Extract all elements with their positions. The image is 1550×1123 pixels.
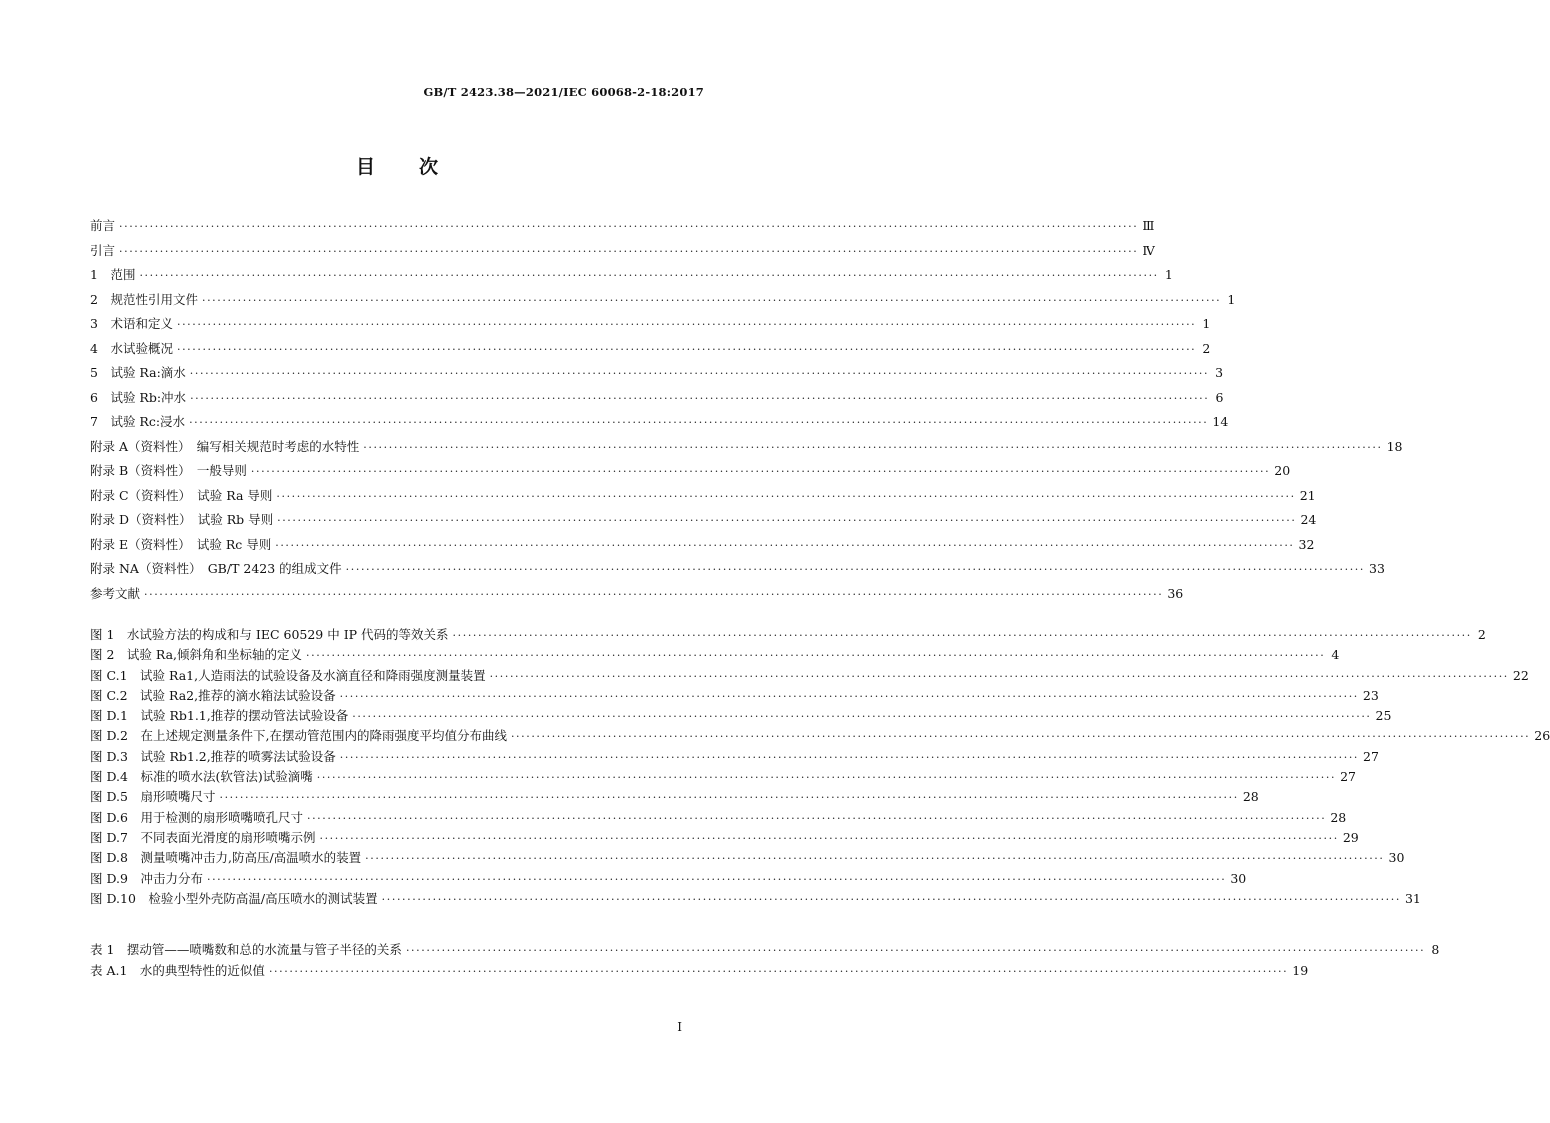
- toc-entry-label: 图 D.4 标准的喷水法(软管法)试验滴嘴: [90, 769, 313, 785]
- toc-leader-dots: ········································································································································································································: [176, 318, 1197, 331]
- toc-entry[interactable]: [90, 486, 1316, 511]
- toc-leader-dots: ········································································································································································································: [201, 293, 1222, 307]
- toc-entry-page: 8: [1431, 942, 1440, 957]
- toc-leader-dots: ········································································································································································································: [381, 892, 1401, 906]
- toc-leader-dots: ········································································································································································································: [405, 944, 1426, 957]
- toc-entry-label: 附录 B（资料性） 一般导则: [90, 463, 247, 478]
- toc-entry-page: 19: [1292, 962, 1309, 978]
- toc-leader-dots: ········································································································································································································: [306, 649, 1326, 663]
- toc-entry-label: 表 1 摆动管——喷嘴数和总的水流量与管子半径的关系: [90, 942, 402, 957]
- toc-entry-label: 4 水试验概况: [90, 340, 173, 356]
- toc-entry[interactable]: [90, 666, 1529, 686]
- toc-leader-dots: ········································································································································································································: [363, 440, 1383, 454]
- toc-entry-label: 表 A.1 水的典型特性的近似值: [90, 962, 265, 978]
- toc-entry-page: 32: [1298, 536, 1315, 552]
- toc-entry-page: 4: [1331, 647, 1340, 663]
- toc-leader-dots: ········································································································································································································: [339, 750, 1360, 764]
- toc-leader-dots: ········································································································································································································: [189, 367, 1210, 380]
- toc-entry-page: 28: [1330, 809, 1347, 825]
- toc-entry-page: 30: [1230, 870, 1247, 886]
- toc-entry-page: 25: [1375, 708, 1392, 724]
- toc-leader-dots: ········································································································································································································: [250, 465, 1271, 478]
- toc-leader-dots: ········································································································································································································: [119, 220, 1139, 233]
- toc-entry-label: 图 D.3 试验 Rb1.2,推荐的喷雾法试验设备: [90, 748, 336, 764]
- toc-leader-dots: ········································································································································································································: [139, 269, 1159, 282]
- toc-entry-page: 24: [1300, 512, 1317, 527]
- toc-entry[interactable]: [90, 216, 1155, 241]
- toc-leader-dots: ········································································································································································································: [219, 791, 1239, 805]
- toc-entry-label: 7 试验 Rc:浸水: [90, 414, 186, 429]
- toc-entry[interactable]: [90, 535, 1315, 560]
- toc-entry-page: 27: [1363, 748, 1379, 764]
- toc-entry[interactable]: [90, 625, 1486, 645]
- toc-entry-label: 图 1 水试验方法的构成和与 IEC 60529 中 IP 代码的等效关系: [90, 627, 449, 642]
- toc-entry-page: 1: [1164, 267, 1173, 282]
- toc-entry-page: 29: [1342, 829, 1359, 845]
- toc-leader-dots: ········································································································································································································: [275, 538, 1295, 552]
- toc-entry[interactable]: [90, 848, 1405, 868]
- toc-leader-dots: ········································································································································································································: [144, 587, 1164, 601]
- toc-entry-page: 22: [1512, 667, 1529, 683]
- toc-leader-dots: ········································································································································································································: [189, 416, 1209, 429]
- toc-entry[interactable]: [90, 726, 1550, 746]
- toc-entry-label: 5 试验 Ra:滴水: [90, 365, 186, 380]
- toc-entry-label: 图 2 试验 Ra,倾斜角和坐标轴的定义: [90, 647, 303, 663]
- toc-entry-page: 31: [1404, 890, 1421, 906]
- toc-entry[interactable]: [90, 314, 1211, 339]
- toc-entry-page: 23: [1362, 687, 1379, 703]
- toc-leader-dots: ········································································································································································································: [277, 514, 1297, 527]
- toc-entry[interactable]: [90, 686, 1379, 706]
- toc-tables-section: [90, 940, 1440, 981]
- toc-entry-page: 3: [1215, 365, 1224, 380]
- toc-entry[interactable]: [90, 290, 1236, 315]
- toc-entry-label: 图 D.8 测量喷嘴冲击力,防高压/高温喷水的装置: [90, 850, 362, 866]
- toc-entry[interactable]: [90, 961, 1309, 982]
- toc-entry-label: 参考文献: [90, 585, 141, 601]
- toc-entry[interactable]: [90, 767, 1356, 787]
- toc-entry[interactable]: [90, 559, 1385, 584]
- toc-entry-page: 14: [1212, 414, 1229, 429]
- toc-leader-dots: ········································································································································································································: [119, 244, 1139, 258]
- toc-leader-dots: ········································································································································································································: [365, 852, 1385, 866]
- toc-entry[interactable]: [90, 363, 1224, 388]
- toc-entry-label: 2 规范性引用文件: [90, 291, 198, 307]
- toc-entry-page: 30: [1388, 850, 1405, 866]
- toc-entry-label: 附录 A（资料性） 编写相关规范时考虑的水特性: [90, 438, 360, 454]
- toc-leader-dots: ········································································································································································································: [319, 831, 1339, 845]
- toc-entry-page: Ⅳ: [1142, 242, 1155, 258]
- toc-entry[interactable]: [90, 510, 1317, 535]
- toc-entry[interactable]: [90, 747, 1379, 767]
- document-code: GB/T 2423.38—2021/IEC 60068-2-18:2017: [423, 85, 704, 99]
- toc-entry-label: 6 试验 Rb:冲水: [90, 389, 187, 405]
- toc-entry-label: 图 D.7 不同表面光滑度的扇形喷嘴示例: [90, 829, 316, 845]
- toc-entry-label: 前言: [90, 218, 116, 233]
- toc-entry[interactable]: [90, 461, 1291, 486]
- toc-entry-label: 图 C.1 试验 Ra1,人造雨法的试验设备及水滴直径和降雨强度测量装置: [90, 667, 486, 683]
- toc-figures-section: [90, 625, 1550, 909]
- toc-entry-page: 6: [1215, 389, 1224, 405]
- page-title: 目次: [355, 156, 482, 178]
- toc-entry-page: 1: [1227, 291, 1236, 307]
- toc-leader-dots: ········································································································································································································: [339, 689, 1359, 703]
- toc-entry[interactable]: [90, 584, 1184, 609]
- toc-main-section: [90, 216, 1403, 608]
- toc-entry[interactable]: [90, 787, 1259, 807]
- toc-entry[interactable]: [90, 940, 1440, 961]
- toc-entry[interactable]: [90, 889, 1421, 909]
- toc-leader-dots: ········································································································································································································: [190, 391, 1210, 405]
- toc-entry-page: 20: [1274, 463, 1291, 478]
- toc-entry[interactable]: [90, 265, 1173, 290]
- toc-leader-dots: ········································································································································································································: [176, 342, 1197, 356]
- toc-entry[interactable]: [90, 241, 1155, 266]
- toc-entry-page: 2: [1477, 627, 1486, 642]
- toc-entry[interactable]: [90, 339, 1211, 364]
- toc-leader-dots: ········································································································································································································: [345, 563, 1365, 576]
- toc-leader-dots: ········································································································································································································: [268, 964, 1289, 978]
- toc-entry-label: 引言: [90, 242, 116, 258]
- toc-entry-label: 附录 D（资料性） 试验 Rb 导则: [90, 512, 274, 527]
- page-number: I: [677, 1020, 682, 1034]
- toc-entry[interactable]: [90, 828, 1359, 848]
- toc-entry-label: 图 C.2 试验 Ra2,推荐的滴水箱法试验设备: [90, 687, 336, 703]
- toc-entry-label: 3 术语和定义: [90, 316, 173, 331]
- toc-entry[interactable]: [90, 412, 1229, 437]
- toc-entry-page: 2: [1202, 340, 1211, 356]
- toc-entry-page: 27: [1340, 769, 1356, 785]
- toc-entry[interactable]: [90, 437, 1403, 462]
- toc-entry-page: 21: [1299, 487, 1316, 503]
- toc-entry-page: 28: [1242, 789, 1259, 805]
- toc-leader-dots: ········································································································································································································: [510, 730, 1531, 744]
- toc-entry-page: 26: [1534, 728, 1550, 744]
- toc-entry-label: 附录 C（资料性） 试验 Ra 导则: [90, 487, 273, 503]
- toc-entry-page: 1: [1202, 316, 1211, 331]
- toc-entry-page: 36: [1167, 585, 1184, 601]
- toc-entry-label: 图 D.10 检验小型外壳防高温/高压喷水的测试装置: [90, 890, 378, 906]
- toc-entry-label: 图 D.1 试验 Rb1.1,推荐的摆动管法试验设备: [90, 708, 349, 724]
- toc-leader-dots: ········································································································································································································: [316, 771, 1337, 785]
- toc-entry[interactable]: [90, 388, 1224, 413]
- toc-entry[interactable]: [90, 706, 1392, 726]
- toc-entry-label: 图 D.2 在上述规定测量条件下,在摆动管范围内的降雨强度平均值分布曲线: [90, 728, 507, 744]
- toc-entry-label: 图 D.6 用于检测的扇形喷嘴喷孔尺寸: [90, 809, 303, 825]
- toc-entry-label: 图 D.5 扇形喷嘴尺寸: [90, 789, 216, 805]
- toc-leader-dots: ········································································································································································································: [206, 872, 1227, 886]
- toc-leader-dots: ········································································································································································································: [352, 710, 1372, 724]
- toc-entry[interactable]: [90, 869, 1247, 889]
- toc-entry-page: 33: [1369, 561, 1385, 576]
- toc-entry-label: 附录 NA（资料性） GB/T 2423 的组成文件: [90, 561, 342, 576]
- toc-leader-dots: ········································································································································································································: [306, 811, 1327, 825]
- toc-leader-dots: ········································································································································································································: [452, 629, 1472, 642]
- toc-entry-page: 18: [1386, 438, 1403, 454]
- toc-entry-label: 附录 E（资料性） 试验 Rc 导则: [90, 536, 272, 552]
- toc-entry-label: 1 范围: [90, 267, 136, 282]
- toc-entry[interactable]: [90, 645, 1340, 665]
- toc-entry-page: Ⅲ: [1142, 218, 1155, 233]
- toc-leader-dots: ········································································································································································································: [489, 669, 1509, 683]
- toc-entry[interactable]: [90, 808, 1347, 828]
- toc-entry-label: 图 D.9 冲击力分布: [90, 870, 203, 886]
- toc-leader-dots: ········································································································································································································: [276, 489, 1296, 503]
